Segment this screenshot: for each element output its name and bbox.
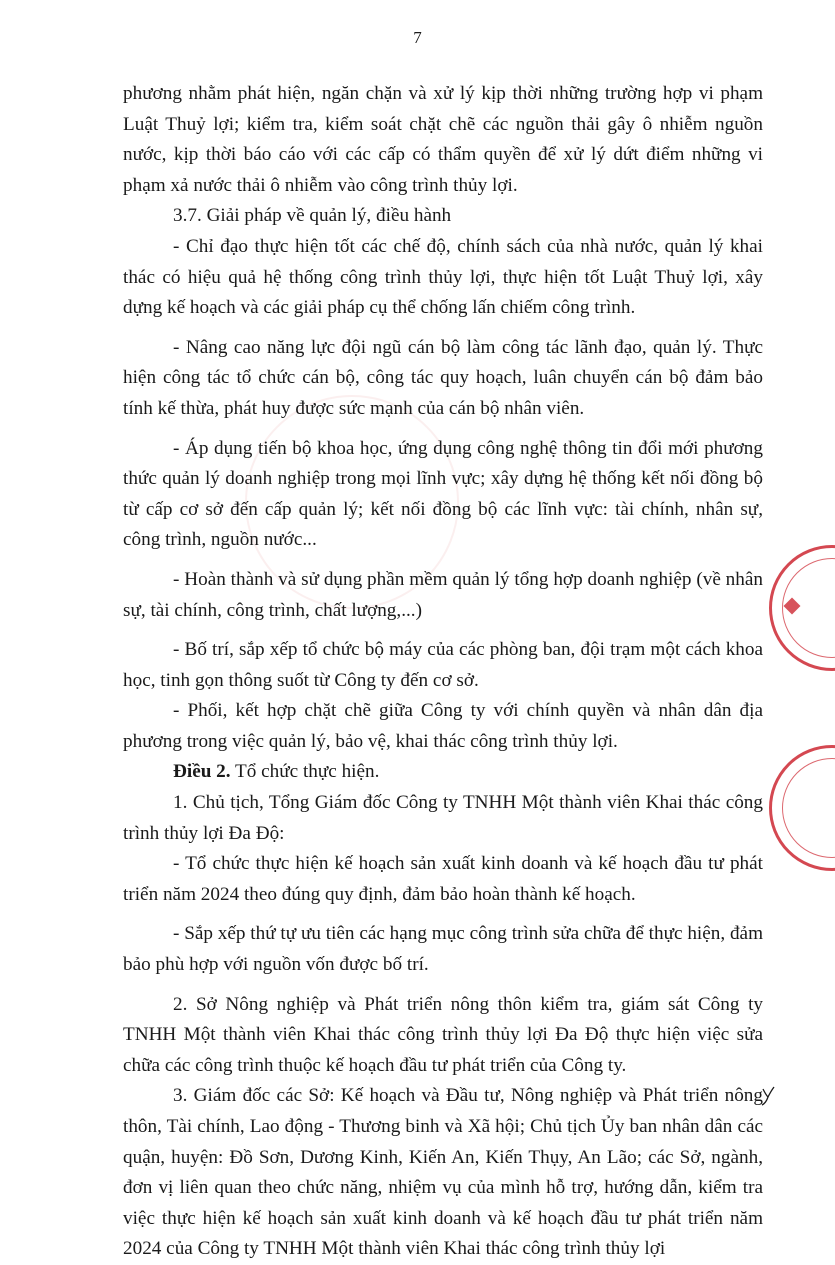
paragraph-monitoring-pollution: phương nhằm phát hiện, ngăn chặn và xử lý kịp thời những trường hợp vi phạm Luật Thuỷ lợi; kiểm tra, kiểm soát chặt chẽ các nguồn thải gây ô nhiễm nguồn nước, kịp thời báo cáo với các cấp có thẩm quyền để xử lý dứt điểm những vi phạm xả nước thải ô nhiễm vào công trình thủy lợi.	[123, 83, 763, 196]
article-2-heading	[123, 757, 763, 788]
page-number: 7	[413, 28, 422, 47]
paragraph-item-1-a: - Tổ chức thực hiện kế hoạch sản xuất kinh doanh và kế hoạch đầu tư phát triển năm 2024 theo đúng quy định, đảm bảo hoàn thành kế hoạch.	[123, 853, 763, 905]
document-body	[123, 79, 763, 1265]
article-2-title: Tổ chức thực hiện.	[230, 761, 380, 783]
red-seal-inner-ring	[782, 758, 835, 858]
paragraph-coordination: - Phối, kết hợp chặt chẽ giữa Công ty với chính quyền và nhân dân địa phương trong việc quản lý, bảo vệ, khai thác công trình thủy lợi.	[123, 700, 763, 752]
paragraph-technology: - Áp dụng tiến bộ khoa học, ứng dụng công nghệ thông tin đổi mới phương thức quản lý doanh nghiệp trong mọi lĩnh vực; xây dựng hệ thống kết nối đồng bộ từ cấp cơ sở đến cấp quản lý; kết nối đồng bộ các lĩnh vực: tài chính, nhân sự, công trình, nguồn nước...	[123, 437, 763, 551]
red-seal-stamp-secondary	[769, 745, 835, 871]
paragraph-staff-capacity: - Nâng cao năng lực đội ngũ cán bộ làm công tác lãnh đạo, quản lý. Thực hiện công tác tổ chức cán bộ, công tác quy hoạch, luân chuyển cán bộ đảm bảo tính kế thừa, phát huy được sức mạnh của cán bộ nhân viên.	[123, 336, 763, 419]
article-2-label: Điều 2.	[173, 761, 231, 783]
paragraph-organization: - Bố trí, sắp xếp tổ chức bộ máy của các phòng ban, đội trạm một cách khoa học, tinh gọn thông suốt từ Công ty đến cơ sở.	[123, 639, 763, 691]
paragraph-item-1: 1. Chủ tịch, Tổng Giám đốc Công ty TNHH Một thành viên Khai thác công trình thủy lợi Đa Độ:	[123, 792, 763, 844]
paragraph-item-2: 2. Sở Nông nghiệp và Phát triển nông thôn kiểm tra, giám sát Công ty TNHH Một thành viên Khai thác công trình thủy lợi Đa Độ thực hiện việc sửa chữa các công trình thuộc kế hoạch đầu tư phát triển của Công ty.	[123, 993, 763, 1076]
paragraph-item-1-b: - Sắp xếp thứ tự ưu tiên các hạng mục công trình sửa chữa để thực hiện, đảm bảo phù hợp với nguồn vốn được bố trí.	[123, 923, 763, 976]
paragraph-software: - Hoàn thành và sử dụng phần mềm quản lý tổng hợp doanh nghiệp (về nhân sự, tài chính, công trình, chất lượng,...)	[123, 568, 763, 621]
section-3-7-heading: 3.7. Giải pháp về quản lý, điều hành	[173, 205, 452, 227]
paragraph-item-3: 3. Giám đốc các Sở: Kế hoạch và Đầu tư, Nông nghiệp và Phát triển nông thôn, Tài chính, Lao động - Thương binh và Xã hội; Chủ tịch Ủy ban nhân dân các quận, huyện: Đồ Sơn, Dương Kinh, Kiến An, Kiến Thụy, An Lão; các Sở, ngành, đơn vị liên quan theo chức năng, nhiệm vụ của mình hỗ trợ, hướng dẫn, kiểm tra việc thực hiện kế hoạch sản xuất kinh doanh và kế hoạch đầu tư phát triển năm 2024 của Công ty TNHH Một thành viên Khai thác công trình thủy lợi	[123, 1085, 763, 1260]
red-seal-stamp	[769, 545, 835, 671]
paragraph-policy-direction: - Chỉ đạo thực hiện tốt các chế độ, chính sách của nhà nước, quản lý khai thác có hiệu quả hệ thống công trình thủy lợi, thực hiện tốt Luật Thuỷ lợi, xây dựng kế hoạch và các giải pháp cụ thể chống lấn chiếm công trình.	[123, 235, 763, 319]
initial-mark-icon	[760, 1085, 776, 1107]
